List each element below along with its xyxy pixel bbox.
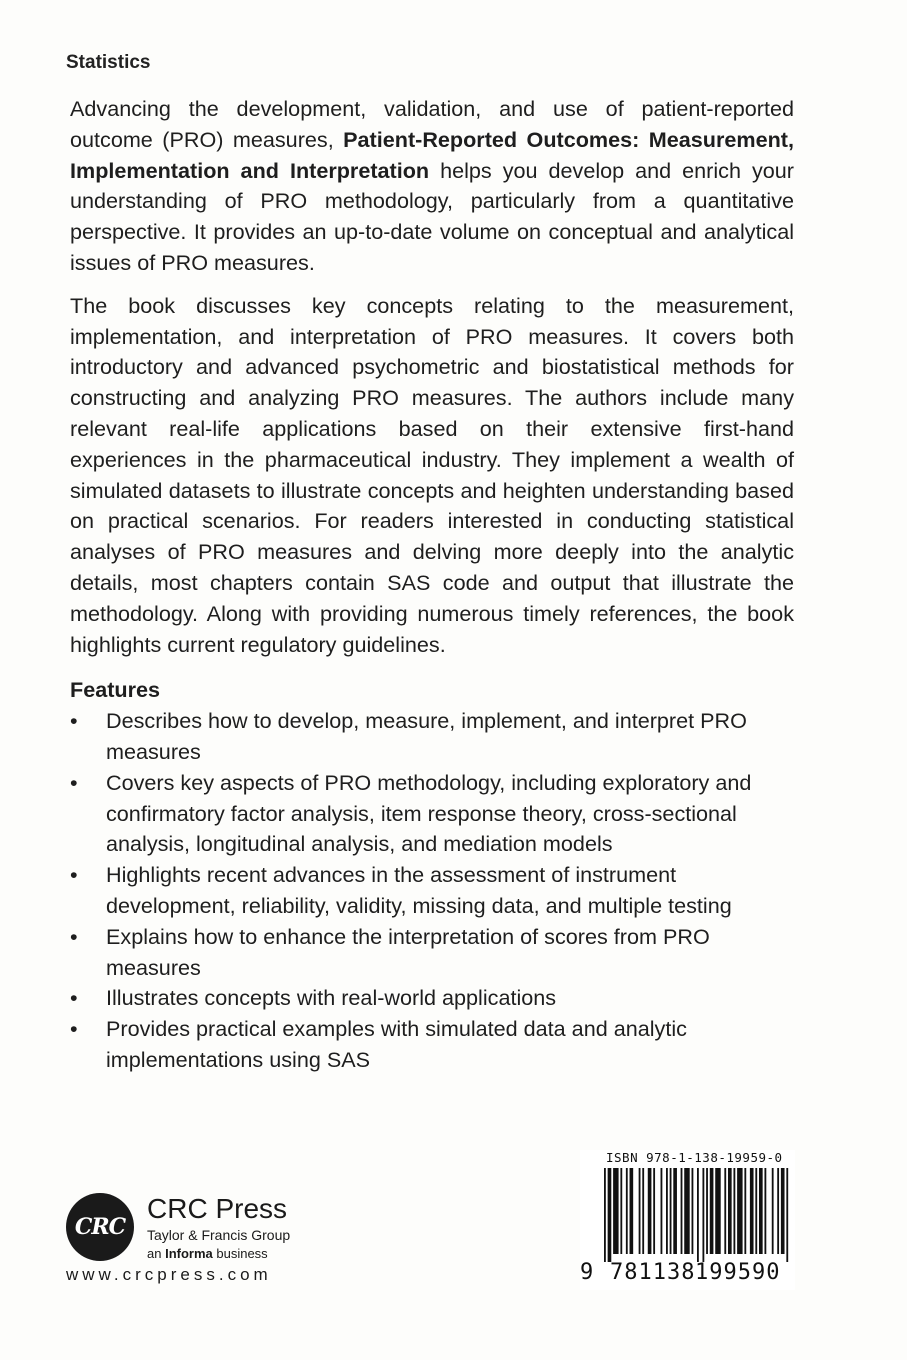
barcode-bar (737, 1168, 742, 1254)
barcode-digits-left: 781138 (610, 1260, 696, 1285)
barcode-bar (715, 1168, 720, 1254)
features-heading: Features (70, 677, 161, 703)
barcode-bar (639, 1168, 641, 1254)
isbn-label: ISBN 978-1-138-19959-0 (606, 1150, 783, 1165)
intro-text-end: helps you develop and enrich your understanding of PRO methodology, particularly from a quantitative perspective. It provides an up-to-date volume on conceptual and analytical issues of PRO measures. (70, 157, 794, 275)
barcode-bar (681, 1168, 683, 1254)
feature-item (70, 768, 794, 860)
feature-item (70, 706, 794, 768)
barcode-bar (697, 1168, 699, 1262)
barcode-bar (744, 1168, 746, 1254)
barcode-bar (630, 1168, 634, 1254)
barcode-bar (733, 1168, 735, 1254)
barcode-bar (613, 1168, 618, 1254)
bullet-icon: • (70, 769, 78, 795)
barcode-bar (706, 1168, 708, 1254)
book-description (70, 94, 794, 1076)
feature-item (70, 983, 794, 1014)
intro-text-start: Advancing the development, validation, and use of patient-reported outcome (PRO) measures, (70, 96, 794, 152)
feature-text: Covers key aspects of PRO methodology, including exploratory and confirmatory factor analysis, item response theory, cross-sectional analysis, longitudinal analysis, and mediation models (106, 769, 752, 857)
feature-text: Describes how to develop, measure, implement, and interpret PRO measures (106, 708, 747, 764)
publisher-business: an Informa business (147, 1246, 268, 1261)
barcode-bar (661, 1168, 663, 1254)
barcode-bar (670, 1168, 672, 1254)
category-label: Statistics (66, 52, 151, 73)
barcode-digit-first: 9 (580, 1260, 594, 1285)
barcode-bar (666, 1168, 668, 1254)
publisher-url: www.crcpress.com (66, 1265, 272, 1284)
bullet-icon: • (70, 985, 78, 1011)
crc-logo-icon: CRC (66, 1193, 134, 1261)
bullet-icon: • (70, 923, 78, 949)
bullet-icon: • (70, 708, 78, 734)
bullet-icon: • (70, 1016, 78, 1042)
barcode-bar (786, 1168, 788, 1262)
barcode-bar (764, 1168, 766, 1254)
barcode-bar (642, 1168, 644, 1254)
barcode-bar (755, 1168, 757, 1254)
description-paragraph: The book discusses key concepts relating to the measurement, implementation, and interpretation of PRO measures. It covers both introductory and advanced psychometric and biostatistical methods for constructing and analyzing PRO measures. The authors include many relevant real-life applications based on their extensive first-hand experiences in the pharmaceutical industry. They implement a wealth of simulated datasets to illustrate concepts and heighten understanding based on practical scenarios. For readers interested in conducting statistical analyses of PRO measures and delving more deeply into the analytic details, most chapters contain SAS code and output that illustrate the methodology. Along with providing numerous timely references, the book highlights current regulatory guidelines. (70, 292, 794, 657)
bullet-icon: • (70, 862, 78, 888)
barcode-bar (702, 1168, 704, 1262)
barcode-bar (648, 1168, 652, 1254)
publisher-name: CRC Press (147, 1193, 288, 1224)
barcode-bar (653, 1168, 655, 1254)
barcode-bar (772, 1168, 774, 1254)
publisher-group: Taylor & Francis Group (147, 1227, 291, 1243)
feature-text: Highlights recent advances in the assessment of instrument development, reliability, validity, missing data, and multiple testing (106, 862, 732, 918)
barcode-bar (673, 1168, 677, 1254)
barcode-bar (684, 1168, 689, 1254)
feature-text: Provides practical examples with simulated data and analytic implementations using SAS (106, 1016, 687, 1072)
barcode-digits-right: 199590 (695, 1260, 781, 1285)
publisher-logo (66, 1193, 326, 1288)
isbn-barcode (580, 1150, 795, 1290)
barcode-bar (710, 1168, 714, 1254)
barcode-bar (777, 1168, 779, 1254)
barcode-bars (604, 1168, 790, 1262)
feature-item (70, 922, 794, 984)
barcode-bar (728, 1168, 732, 1254)
features-list (70, 706, 794, 1076)
book-title: Patient-Reported Outcomes: Measurement, Implementation and Interpretation (70, 126, 794, 183)
barcode-bar (759, 1168, 763, 1254)
feature-text: Illustrates concepts with real-world applications (106, 985, 557, 1011)
barcode-bar (626, 1168, 628, 1254)
barcode-bar (781, 1168, 785, 1254)
barcode-bar (750, 1168, 754, 1254)
feature-item (70, 860, 794, 922)
barcode-bar (724, 1168, 726, 1254)
feature-item (70, 1014, 794, 1076)
barcode-bar (604, 1168, 606, 1262)
barcode-bar (692, 1168, 694, 1254)
barcode-bar (608, 1168, 612, 1262)
barcode-bar (620, 1168, 622, 1254)
feature-text: Explains how to enhance the interpretation of scores from PRO measures (106, 923, 710, 980)
intro-paragraph (70, 94, 794, 279)
